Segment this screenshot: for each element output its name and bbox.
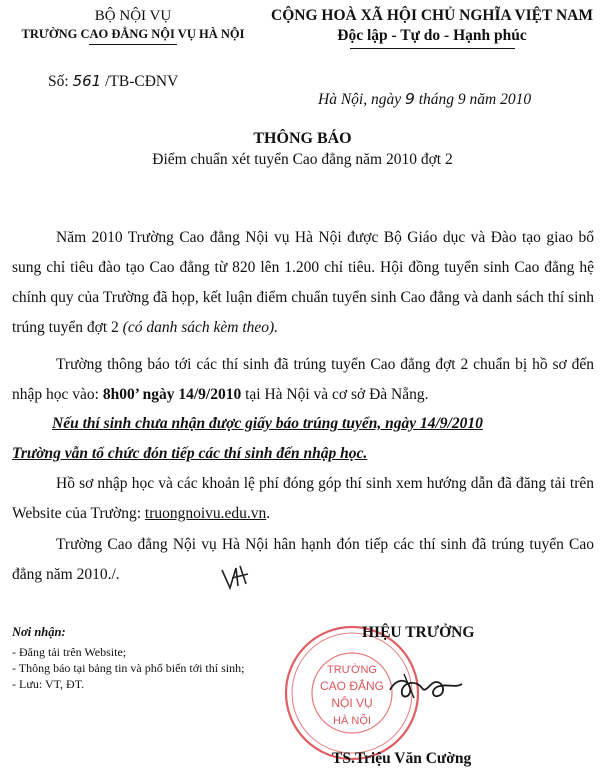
- paragraph-quota-note: (có danh sách kèm theo).: [122, 319, 279, 336]
- seal-line: NỘI VỤ: [331, 696, 373, 710]
- ministry-name: BỘ NỘI VỤ: [94, 8, 172, 24]
- document-subtitle: Điểm chuẩn xét tuyển Cao đẳng năm 2010 đợt 2: [152, 151, 453, 168]
- signer-name: TS.Triệu Văn Cường: [332, 750, 472, 767]
- issuer-block: [18, 6, 248, 45]
- document-title: THÔNG BÁO: [253, 130, 352, 147]
- notice-line-1: Nếu thí sinh chưa nhận được giấy báo trúng tuyển, ngày 14/9/2010: [52, 415, 483, 432]
- paragraph-enrollment: [12, 350, 594, 410]
- seal-line: CAO ĐẲNG: [319, 679, 385, 693]
- date-line: [318, 90, 531, 109]
- paragraph-website: [12, 469, 594, 529]
- notice-line-2: Trường vẫn tổ chức đón tiếp các thí sinh đến nhập học.: [12, 445, 368, 462]
- national-header: [262, 6, 602, 49]
- recipient-item: - Lưu: VT, ĐT.: [12, 677, 85, 691]
- paragraph-quota: [12, 223, 594, 343]
- doc-number-suffix: /TB-CĐNV: [101, 73, 179, 90]
- website-text: Hồ sơ nhập học và các khoản lệ phí đóng góp thí sinh xem hướng dẫn đã đăng tải trên Website của Trường:: [12, 475, 594, 522]
- doc-number-prefix: Số:: [48, 73, 73, 90]
- doc-number-handwritten: 561: [72, 72, 102, 90]
- handwritten-initial-mark: [218, 562, 252, 592]
- enrollment-text-after: tại Hà Nội và cơ sở Đà Nẵng.: [241, 386, 429, 403]
- date-suffix: tháng 9 năm 2010: [414, 91, 532, 108]
- seal-line: TRƯỜNG: [327, 664, 377, 676]
- document-number: [48, 72, 178, 91]
- paragraph-welcome: Trường Cao đẳng Nội vụ Hà Nội hân hạnh đón tiếp các thí sinh đã trúng tuyển Cao đẳng năm 2010./.: [12, 536, 594, 583]
- signer-position: HIỆU TRƯỞNG: [362, 624, 475, 641]
- seal-line: HÀ NỘI: [333, 715, 371, 727]
- date-day-handwritten: 9: [404, 90, 415, 108]
- recipients-list: [12, 644, 244, 692]
- issuer-underline: [89, 44, 177, 45]
- motto-underline: [350, 48, 515, 49]
- date-prefix: Hà Nội, ngày: [318, 91, 405, 108]
- school-name: TRƯỜNG CAO ĐẲNG NỘI VỤ HÀ NỘI: [21, 27, 245, 41]
- national-motto: Độc lập - Tự do - Hạnh phúc: [337, 27, 527, 44]
- paragraph-notice: [12, 409, 594, 469]
- recipients-heading: Nơi nhận:: [12, 625, 66, 639]
- handwritten-signature: [386, 668, 466, 706]
- recipient-item: - Đăng tải trên Website;: [12, 645, 127, 659]
- paragraph-quota-text: Năm 2010 Trường Cao đẳng Nội vụ Hà Nội được Bộ Giáo dục và Đào tạo giao bổ sung chỉ tiêu đào tạo Cao đẳng từ 820 lên 1.200 chỉ tiêu. Hội đồng tuyển sinh Cao đẳng hệ chính quy của Trường đã họp, kết luận điểm chuẩn tuyển sinh Cao đẳng và danh sách thí sinh trúng tuyển đợt 2: [12, 229, 594, 336]
- enrollment-text-before: Trường thông báo tới các thí sinh đã trúng tuyển Cao đẳng đợt 2 chuẩn bị hồ sơ đến nhập học vào:: [12, 356, 594, 403]
- recipient-item: - Thông báo tại bảng tin và phổ biến tới thí sinh;: [12, 661, 245, 675]
- website-text-end: .: [266, 505, 271, 522]
- recipients-block: [12, 624, 244, 692]
- country-name: CỘNG HOÀ XÃ HỘI CHỦ NGHĨA VIỆT NAM: [271, 7, 593, 24]
- website-link[interactable]: truongnoivu.edu.vn: [144, 505, 267, 522]
- enrollment-time: 8h00’ ngày 14/9/2010: [102, 386, 242, 403]
